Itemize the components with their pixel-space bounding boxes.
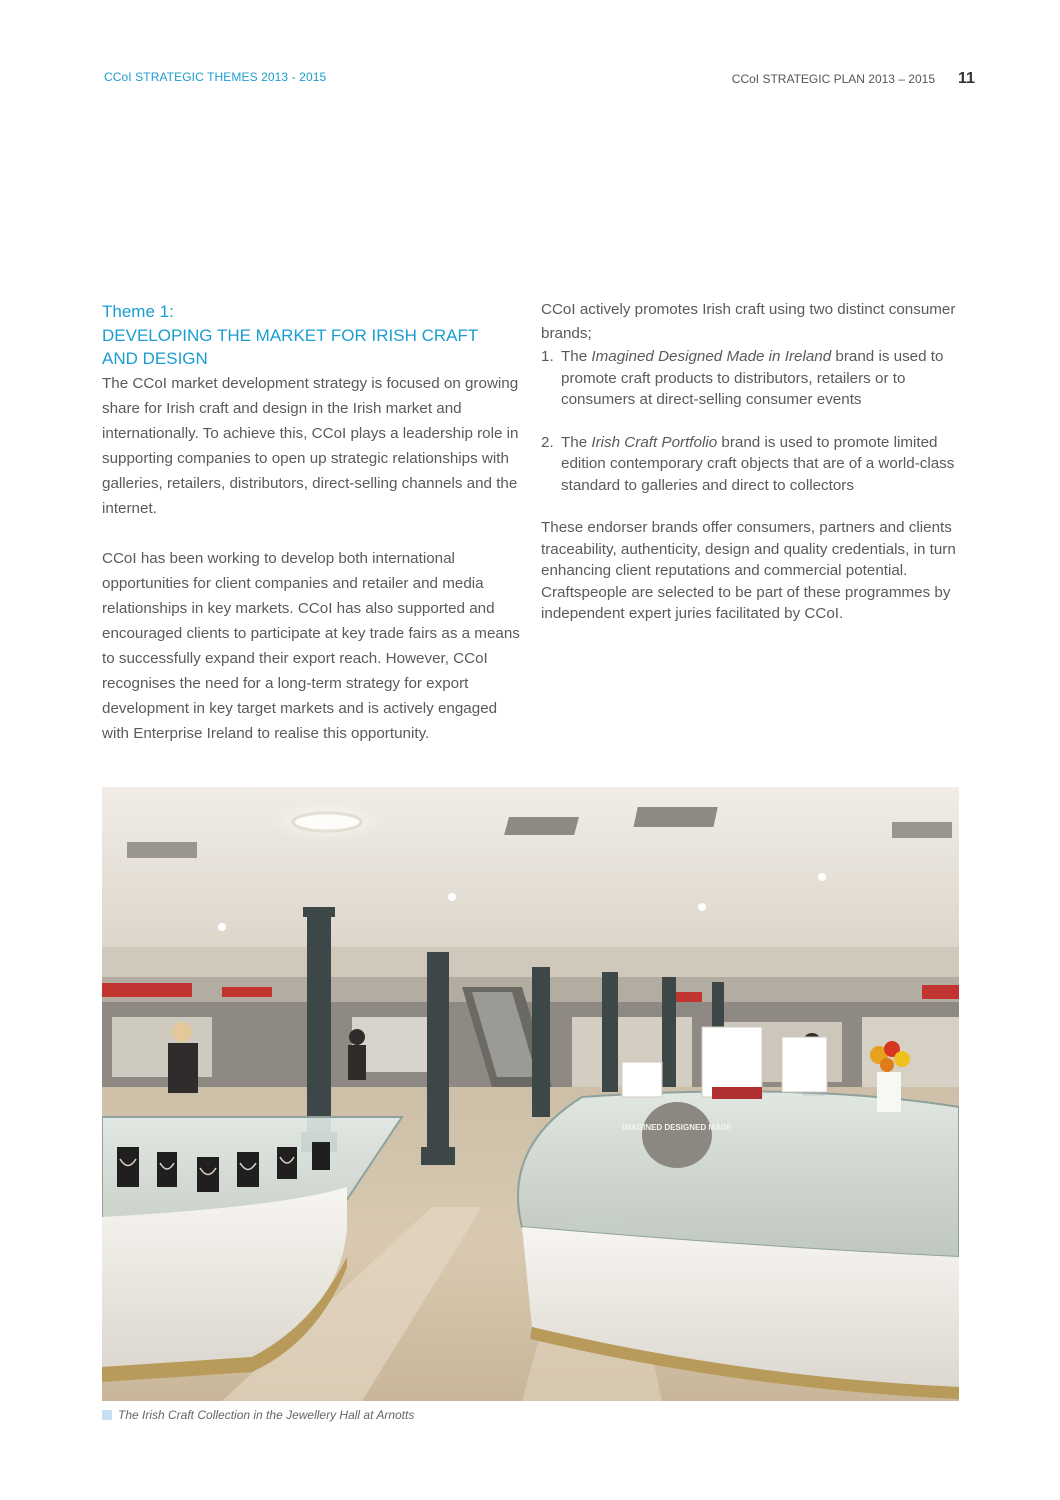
photo-caption bbox=[102, 1408, 414, 1422]
theme-paragraph-1: The CCoI market development strategy is focused on growing share for Irish craft and design in the Irish market and internationally. To achieve this, CCoI plays a leadership role in supporting companies to open up strategic relationships with galleries, retailers, distributors, direct-selling channels and the internet. bbox=[102, 374, 519, 517]
counter-sign-text: IMAGINED DESIGNED MADE bbox=[622, 1123, 732, 1132]
caption-text: The Irish Craft Collection in the Jewellery Hall at Arnotts bbox=[118, 1408, 415, 1422]
brand-item bbox=[541, 346, 961, 411]
running-header-document: CCoI STRATEGIC PLAN 2013 – 2015 bbox=[731, 72, 935, 86]
endorser-paragraph: These endorser brands offer consumers, partners and clients traceability, authenticity, design and quality credentials, in turn enhancing client reputations and commercial potential. Craftspeople are selected to be part of these programmes by independent expert juries facilitated by CCoI. bbox=[541, 519, 956, 622]
brand-item-number: 1. bbox=[541, 348, 554, 365]
theme-heading bbox=[102, 300, 522, 371]
brand-name: Irish Craft Portfolio bbox=[591, 433, 718, 451]
theme-column bbox=[102, 300, 522, 746]
running-header-section: CCoI STRATEGIC THEMES 2013 - 2015 bbox=[104, 70, 327, 84]
jewellery-hall-illustration bbox=[102, 787, 959, 1401]
theme-label: Theme 1: bbox=[102, 302, 174, 321]
theme-title-line2: AND DESIGN bbox=[102, 349, 208, 368]
brand-item-prefix: The bbox=[561, 348, 592, 365]
brands-intro: CCoI actively promotes Irish craft using two distinct consumer brands; bbox=[541, 301, 956, 342]
theme-paragraph-2: CCoI has been working to develop both international opportunities for client companies and retailer and media relationships in key markets. CCoI has also supported and encouraged clients to participate at key trade fairs as a means to successfully expand their export reach. However, CCoI recognises the need for a long-term strategy for export development in key target markets and is actively engaged with Enterprise Ireland to realise this opportunity. bbox=[102, 549, 520, 742]
brand-name: Imagined Designed Made in Ireland bbox=[591, 348, 832, 365]
brands-column bbox=[541, 298, 961, 625]
brand-item-description: brand is used to promote craft products to distributors, retailers or to consumers at direct-selling consumer events bbox=[561, 348, 944, 408]
page-number: 11 bbox=[958, 70, 975, 87]
brand-list bbox=[541, 346, 961, 496]
brand-item-prefix: The bbox=[561, 433, 592, 451]
jewellery-hall-photo bbox=[102, 787, 959, 1401]
brand-item bbox=[541, 432, 961, 497]
theme-title-line1: DEVELOPING THE MARKET FOR IRISH CRAFT bbox=[102, 325, 479, 345]
brand-item-description: brand is used to promote limited edition contemporary craft objects that are of a world-class standard to galleries and direct to collectors bbox=[561, 433, 955, 494]
caption-marker-icon bbox=[102, 1410, 112, 1420]
brand-item-number: 2. bbox=[541, 433, 554, 451]
